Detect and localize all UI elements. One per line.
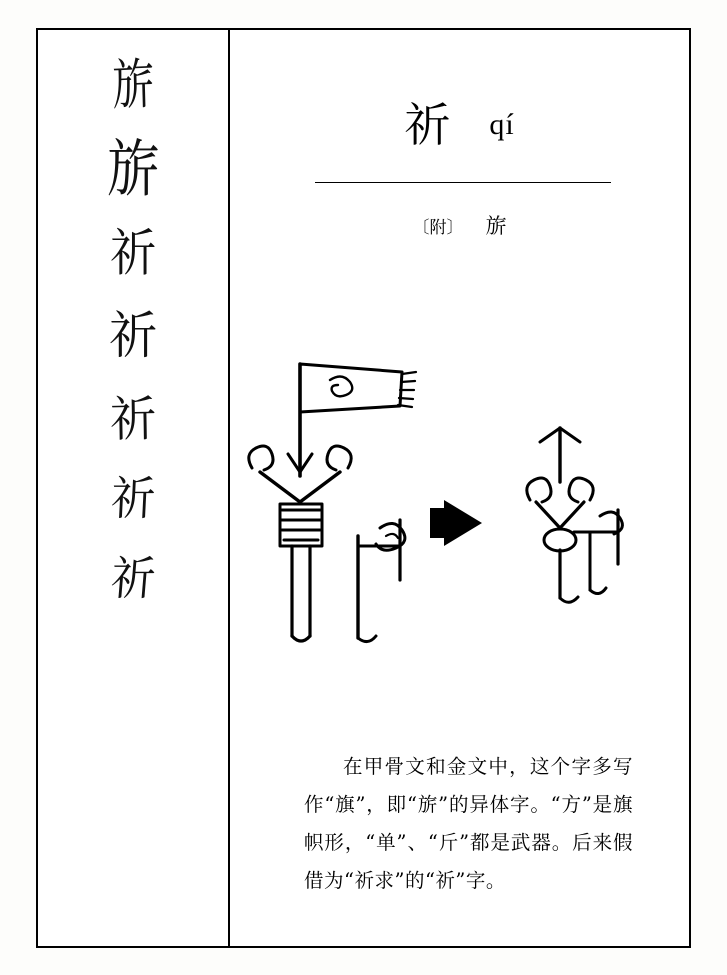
alternate-form-row [230, 210, 689, 240]
variant-glyph: 祈 [108, 306, 157, 366]
alternate-form-label: 〔附〕 [412, 218, 464, 238]
entry-body [230, 30, 689, 946]
variant-glyph: 旂 [106, 132, 160, 206]
alternate-form-character: 旂 [485, 214, 507, 238]
variant-glyph: 旂 [111, 52, 155, 119]
pinyin-reading: qí [489, 108, 515, 141]
evolution-diagram [230, 350, 690, 660]
variant-glyph: 祈 [108, 552, 158, 607]
headword-row [230, 98, 689, 152]
variant-glyph: 祈 [109, 472, 157, 527]
right-arrow-icon [430, 500, 482, 546]
header-divider-rule [315, 182, 611, 183]
variant-glyph: 祈 [110, 223, 156, 283]
pictograph-illustration [230, 350, 689, 670]
entry-frame [36, 28, 691, 948]
variant-glyph: 祈 [109, 390, 157, 448]
variant-script-column [38, 30, 228, 946]
headword-character: 祈 [404, 98, 451, 152]
explanation-paragraph: 在甲骨文和金文中，这个字多写作“旗”，即“旂”的异体字。“方”是旗帜形，“单”、“斤”都是武器。后来假借为“祈求”的“祈”字。 [304, 755, 633, 893]
